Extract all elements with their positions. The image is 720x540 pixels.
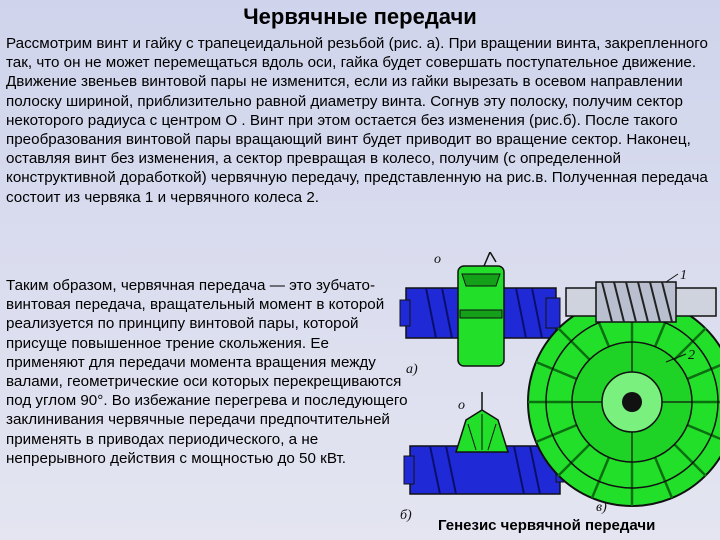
label-v: в) [596, 500, 607, 515]
worm-gear-figure [396, 252, 720, 540]
fig-a-screw-nut [400, 252, 560, 366]
side-paragraph: Таким образом, червячная передача — это зубчато-винтовая передача, вращательный момент в которой реализуется по принципу винтовой пары, которой присуще повышенное трение скольжения. Ее применяют для передачи момента вращения между валами, геометрические оси которых перекрещиваются под углом 90°. Во избежание перегрева и последующего заклинивания червячные передачи предпочтительней применять в приводах периодического, а не непрерывного действия с мощностью до 50 кВт. [6, 277, 408, 467]
label-o-b: о [458, 398, 465, 413]
figure-caption: Генезис червячной передачи [438, 517, 656, 534]
label-2: 2 [688, 348, 695, 363]
label-a: а) [406, 362, 418, 377]
intro-paragraph: Рассмотрим винт и гайку с трапецеидальной резьбой (рис. а). При вращении винта, закрепленного так, что он не может перемещаться вдоль оси, гайка будет совершать поступательное движение. Движение звеньев винтовой пары не изменится, если из гайки вырезать в осевом направлении полоску шириной, приблизительно равной диаметру винта. Согнув эту полоску, получим сектор некоторого радиуса с центром О . Винт при этом остается без изменения (рис.б). После такого преобразования винтовой пары вращающий винт будет приводит во вращение сектор. Наконец, оставляя винт без изменения, а сектор превращая в колесо, получим (с определенной конструктивной доработкой) червячную передачу, представленную на рис.в. Полученная передача состоит из червяка 1 и червячного колеса 2. [6, 35, 708, 206]
label-1: 1 [680, 268, 687, 283]
label-b: б) [400, 508, 412, 523]
worm-gear-illustration [396, 252, 720, 540]
slide-title: Червячные передачи [243, 4, 477, 29]
label-o: о [434, 252, 441, 267]
